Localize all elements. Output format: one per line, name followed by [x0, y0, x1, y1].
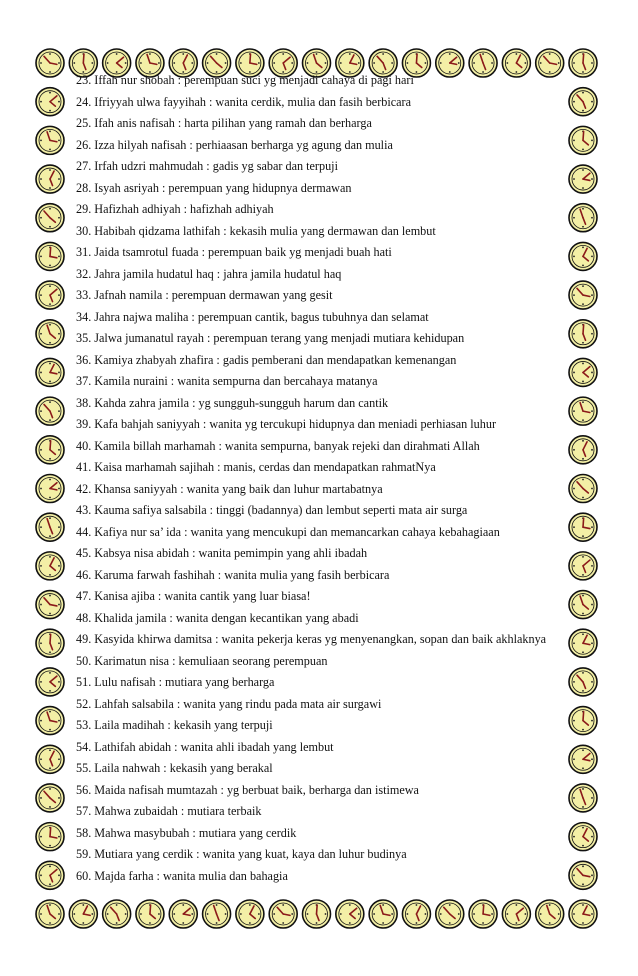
list-entry: 47. Kanisa ajiba : wanita cantik yang luar biasa!	[76, 589, 311, 603]
clock-icon	[36, 320, 64, 348]
clock-icon	[203, 900, 231, 928]
clock-icon	[502, 900, 530, 928]
clock-icon	[569, 397, 597, 425]
list-entry: 43. Kauma safiya salsabila : tinggi (badannya) dan lembut seperti mata air surga	[76, 503, 468, 517]
clock-icon	[136, 900, 164, 928]
name-list	[76, 70, 566, 887]
clock-icon	[69, 900, 97, 928]
clock-icon	[569, 475, 597, 503]
clock-icon	[236, 900, 264, 928]
list-entry: 57. Mahwa zubaidah : mutiara terbaik	[76, 804, 262, 818]
list-entry: 50. Karimatun nisa : kemuliaan seorang perempuan	[76, 653, 328, 668]
clock-icon	[36, 88, 64, 116]
clock-icon	[36, 397, 64, 425]
list-entry: 48. Khalida jamila : wanita dengan kecantikan yang abadi	[76, 610, 359, 625]
clock-icon	[569, 861, 597, 889]
list-entry: 36. Kamiya zhabyah zhafira : gadis pemberani dan mendapatkan kemenangan	[76, 352, 457, 367]
list-entry: 29. Hafizhah adhiyah : hafizhah adhiyah	[76, 202, 274, 216]
list-entry: 32. Jahra jamila hudatul haq : jahra jamila hudatul haq	[76, 266, 342, 281]
list-entry: 54. Lathifah abidah : wanita ahli ibadah yang lembut	[76, 739, 334, 754]
clock-icon	[269, 900, 297, 928]
clock-icon	[36, 358, 64, 386]
clock-icon	[569, 668, 597, 696]
list-entry: 52. Lahfah salsabila : wanita yang rindu pada mata air surgawi	[76, 696, 382, 711]
clock-icon	[36, 668, 64, 696]
clock-icon	[569, 88, 597, 116]
clock-icon	[569, 204, 597, 232]
clock-icon	[402, 900, 430, 928]
clock-icon	[36, 861, 64, 889]
clock-icon	[569, 591, 597, 619]
clock-icon	[36, 784, 64, 812]
list-entry: 51. Lulu nafisah : mutiara yang berharga	[76, 675, 275, 689]
list-entry: 28. Isyah asriyah : perempuan yang hidupnya dermawan	[76, 180, 352, 195]
clock-icon	[569, 358, 597, 386]
list-entry: 42. Khansa saniyyah : wanita yang baik dan luhur martabatnya	[76, 481, 383, 496]
clock-icon	[336, 900, 364, 928]
list-entry: 49. Kasyida khirwa damitsa : wanita pekerja keras yg menyenangkan, sopan dan baik akhlaknya	[76, 632, 547, 646]
clock-icon	[36, 823, 64, 851]
list-entry: 26. Izza hilyah nafisah : perhiaasan berharga yg agung dan mulia	[76, 137, 393, 152]
list-entry: 46. Karuma farwah fashihah : wanita mulia yang fasih berbicara	[76, 567, 390, 582]
clock-icon	[569, 552, 597, 580]
clock-icon	[36, 49, 64, 77]
clock-icon	[569, 320, 597, 348]
list-entry: 39. Kafa bahjah saniyyah : wanita yg tercukupi hidupnya dan meniadi perhiasan luhur	[76, 417, 497, 431]
clock-icon	[36, 900, 64, 928]
list-entry: 40. Kamila billah marhamah : wanita sempurna, banyak rejeki dan dirahmati Allah	[76, 438, 480, 453]
clock-icon	[36, 513, 64, 541]
clock-icon	[536, 900, 564, 928]
list-entry: 33. Jafnah namila : perempuan dermawan yang gesit	[76, 288, 333, 302]
clock-icon	[169, 900, 197, 928]
clock-icon	[36, 552, 64, 580]
list-entry: 41. Kaisa marhamah sajihah : manis, cerdas dan mendapatkan rahmatNya	[76, 460, 436, 474]
clock-icon	[36, 745, 64, 773]
clock-icon	[569, 436, 597, 464]
clock-icon	[36, 629, 64, 657]
list-entry: 38. Kahda zahra jamila : yg sungguh-sungguh harum dan cantik	[76, 395, 389, 410]
list-entry: 59. Mutiara yang cerdik : wanita yang kuat, kaya dan luhur budinya	[76, 847, 407, 861]
list-entry: 37. Kamila nuraini : wanita sempurna dan bercahaya matanya	[76, 374, 378, 388]
clock-icon	[36, 475, 64, 503]
clock-icon	[569, 629, 597, 657]
list-entry: 45. Kabsya nisa abidah : wanita pemimpin yang ahli ibadah	[76, 546, 368, 560]
clock-icon	[569, 707, 597, 735]
clock-icon	[569, 745, 597, 773]
clock-icon	[36, 242, 64, 270]
clock-icon	[103, 900, 131, 928]
clock-icon	[36, 281, 64, 309]
clock-icon	[369, 900, 397, 928]
list-entry: 30. Habibah qidzama lathifah : kekasih mulia yang dermawan dan lembut	[76, 223, 436, 238]
clock-icon	[569, 513, 597, 541]
list-entry: 25. Ifah anis nafisah : harta pilihan yang ramah dan berharga	[76, 116, 372, 130]
list-entry: 23. Iffah nur shobah : perempuan suci yg menjadi cahaya di pagi hari	[76, 73, 414, 87]
list-entry: 58. Mahwa masybubah : mutiara yang cerdik	[76, 825, 297, 840]
clock-icon	[569, 900, 597, 928]
clock-icon	[36, 707, 64, 735]
clock-icon	[436, 900, 464, 928]
list-entry: 60. Majda farha : wanita mulia dan bahagia	[76, 868, 288, 883]
list-entry: 27. Irfah udzri mahmudah : gadis yg sabar dan terpuji	[76, 159, 338, 173]
clock-icon	[569, 242, 597, 270]
list-entry: 44. Kafiya nur sa’ ida : wanita yang mencukupi dan memancarkan cahaya kebahagiaan	[76, 524, 500, 539]
clock-icon	[569, 165, 597, 193]
clock-icon	[303, 900, 331, 928]
list-entry: 56. Maida nafisah mumtazah : yg berbuat baik, berharga dan istimewa	[76, 782, 419, 797]
list-entry: 24. Ifriyyah ulwa fayyihah : wanita cerdik, mulia dan fasih berbicara	[76, 94, 412, 109]
list-entry: 31. Jaida tsamrotul fuada : perempuan baik yg menjadi buah hati	[76, 245, 392, 259]
clock-icon	[36, 436, 64, 464]
clock-icon	[36, 165, 64, 193]
list-entry: 53. Laila madihah : kekasih yang terpuji	[76, 718, 273, 732]
clock-icon	[36, 126, 64, 154]
list-entry: 35. Jalwa jumanatul rayah : perempuan terang yang menjadi mutiara kehidupan	[76, 331, 465, 345]
clock-icon	[569, 126, 597, 154]
list-entry: 55. Laila nahwah : kekasih yang berakal	[76, 761, 273, 775]
clock-icon	[569, 784, 597, 812]
clock-icon	[469, 900, 497, 928]
clock-icon	[569, 49, 597, 77]
clock-icon	[36, 591, 64, 619]
clock-icon	[569, 823, 597, 851]
list-entry: 34. Jahra najwa maliha : perempuan cantik, bagus tubuhnya dan selamat	[76, 309, 429, 324]
clock-icon	[36, 204, 64, 232]
clock-icon	[569, 281, 597, 309]
